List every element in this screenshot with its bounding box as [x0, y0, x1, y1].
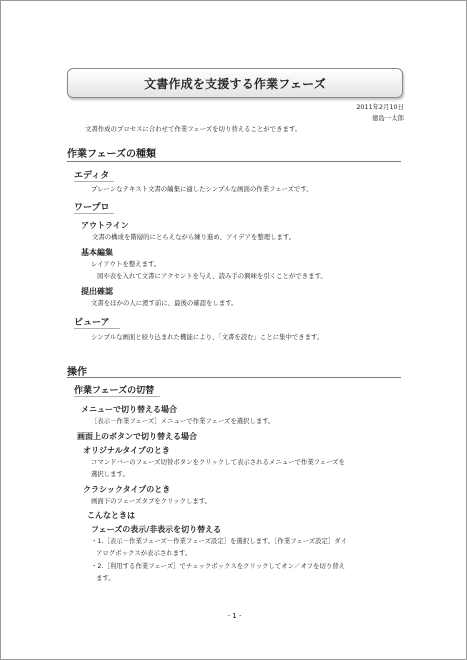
submit-check-text: 文書をほかの人に渡す前に、最後の確認をします。 — [91, 299, 238, 307]
heading-underline — [74, 328, 120, 329]
heading-underline — [74, 213, 114, 214]
document-date: 2011年2月10日 — [356, 103, 404, 111]
toggle-step-2b: ます。 — [96, 574, 115, 582]
heading-viewer: ビューア — [74, 318, 110, 328]
section-heading-phase-types: 作業フェーズの種類 — [67, 149, 156, 160]
heading-toggle-phase: フェーズの表示/非表示を切り替える — [91, 525, 222, 534]
section-rule — [67, 377, 401, 378]
page-number: - 1 - — [227, 612, 242, 620]
intro-text: 文書作成のプロセスに合わせて作業フェーズを切り替えることができます。 — [85, 125, 302, 133]
editor-text: プレーンなテキスト文書の編集に適したシンプルな画面の作業フェーズです。 — [91, 185, 313, 193]
document-title: 文書作成を支援する作業フェーズ — [67, 68, 403, 98]
heading-wapuro: ワープロ — [74, 203, 110, 213]
original-type-text-1: コマンドバーのフェーズ切替ボタンをクリックして表示されるメニューで作業フェーズを — [91, 458, 345, 466]
heading-underline — [74, 181, 114, 182]
toggle-step-1a: ・1.［表示－作業フェーズ－作業フェーズ設定］を選択します。［作業フェーズ設定］ダイ — [91, 537, 347, 545]
heading-original-type: オリジナルタイプのとき — [83, 446, 170, 455]
heading-basic-edit: 基本編集 — [81, 248, 113, 257]
original-type-text-2: 選択します。 — [91, 470, 129, 478]
document-author: 徳島一太郎 — [372, 114, 404, 122]
heading-submit-check: 提出確認 — [81, 287, 113, 296]
heading-classic-type: クラシックタイプのとき — [83, 485, 171, 494]
heading-button-switch: 画面上のボタンで切り替える場合 — [77, 432, 197, 441]
heading-phase-switch: 作業フェーズの切替 — [74, 386, 155, 396]
toggle-step-1b: アログボックスが表示されます。 — [96, 549, 192, 557]
section-heading-operation: 操作 — [67, 367, 87, 378]
heading-underline — [74, 396, 160, 397]
heading-outline: アウトライン — [81, 221, 129, 230]
basic-edit-text-2: 図や表を入れて文書にアクセントを与え、読み手の興味を引くことができます。 — [97, 272, 327, 280]
outline-text: 文書の構成を階層的にとらえながら練り進め、アイデアを整理します。 — [92, 233, 296, 241]
heading-menu-switch: メニューで切り替える場合 — [81, 405, 177, 414]
basic-edit-text-1: レイアウトを整えます。 — [91, 260, 161, 268]
heading-editor: エディタ — [74, 171, 110, 181]
section-rule — [67, 161, 401, 162]
viewer-text: シンプルな画面と絞り込まれた機能により、「文書を読む」ことに集中できます。 — [91, 333, 324, 341]
heading-tips: こんなときは — [87, 511, 135, 520]
menu-switch-text: ［表示－作業フェーズ］メニューで作業フェーズを選択します。 — [91, 417, 275, 425]
toggle-step-2a: ・2.［利用する作業フェーズ］でチェックボックスをクリックしてオン／オフを切り替え — [91, 562, 345, 570]
classic-type-text: 画面下のフェーズタブをクリックします。 — [91, 497, 212, 505]
